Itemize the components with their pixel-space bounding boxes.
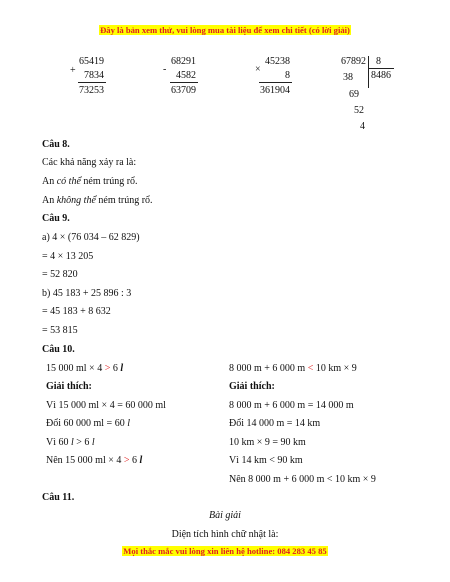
q11-title: Câu 11. (42, 492, 75, 503)
plus-sign: + (70, 65, 76, 76)
q10-left-explain-label: Giải thích: (46, 381, 92, 392)
footer-banner: Mọi thắc mắc vui lòng xin liên hệ hotline: 084 283 45 85 (123, 546, 327, 556)
q10-left-line: Vì 15 000 ml × 4 = 60 000 ml (46, 400, 166, 411)
header-banner: Đây là bản xem thử, vui lòng mua tài liệu để xem chi tiết (có lời giải) (100, 25, 350, 35)
q10-right-explain-label: Giải thích: (229, 381, 275, 392)
q9-line: = 4 × 13 205 (42, 251, 94, 262)
dividend: 67892 (341, 56, 366, 67)
addend-a: 65419 (79, 56, 104, 67)
q10-left-conclusion: Nên 15 000 ml × 4 > 6 l (46, 455, 143, 466)
multiplicand: 45238 (265, 56, 290, 67)
division-step: 38 (343, 72, 353, 83)
addend-b: 7834 (84, 70, 104, 81)
subtrahend: 4582 (176, 70, 196, 81)
q9-line: b) 45 183 + 25 896 : 3 (42, 288, 132, 299)
product-rule (259, 82, 292, 83)
product-result: 361904 (260, 85, 290, 96)
q9-title: Câu 9. (42, 213, 70, 224)
q10-title: Câu 10. (42, 344, 75, 355)
sum-result: 73253 (79, 85, 104, 96)
q11-solution-heading: Bài giải (209, 510, 241, 521)
q10-right-line: 8 000 m + 6 000 m = 14 000 m (229, 400, 354, 411)
times-sign: × (255, 64, 261, 75)
q10-right-line: Đổi 14 000 m = 14 km (229, 418, 321, 429)
division-bar (368, 56, 369, 88)
minus-sign: - (163, 64, 167, 75)
q10-left-compare: 15 000 ml × 4 > 6 l (46, 363, 124, 374)
quotient: 8486 (371, 70, 391, 81)
sum-rule (78, 82, 106, 83)
q9-line: a) 4 × (76 034 – 62 829) (42, 232, 140, 243)
difference-rule (170, 82, 198, 83)
q8-line-2: An không thể ném trúng rổ. (42, 195, 153, 206)
q10-right-compare: 8 000 m + 6 000 m < 10 km × 9 (229, 363, 357, 374)
q8-intro: Các khả năng xảy ra là: (42, 157, 137, 168)
division-step: 52 (354, 105, 364, 116)
q10-left-line: Đổi 60 000 ml = 60 l (46, 418, 130, 429)
multiplier: 8 (285, 70, 290, 81)
minuend: 68291 (171, 56, 196, 67)
q11-line: Diện tích hình chữ nhật là: (171, 529, 279, 540)
q9-line: = 45 183 + 8 632 (42, 306, 111, 317)
q10-right-conclusion: Nên 8 000 m + 6 000 m < 10 km × 9 (229, 474, 376, 485)
q8-line-1: An có thể ném trúng rổ. (42, 176, 138, 187)
q10-left-line: Vì 60 l > 6 l (46, 437, 95, 448)
divisor-rule (368, 68, 394, 69)
difference-result: 63709 (171, 85, 196, 96)
division-step: 69 (349, 89, 359, 100)
divisor: 8 (376, 56, 381, 67)
q8-title: Câu 8. (42, 139, 70, 150)
division-remainder: 4 (360, 121, 365, 132)
q10-right-line: 10 km × 9 = 90 km (229, 437, 306, 448)
q10-right-line: Vì 14 km < 90 km (229, 455, 303, 466)
q9-line: = 53 815 (42, 325, 78, 336)
q9-line: = 52 820 (42, 269, 78, 280)
